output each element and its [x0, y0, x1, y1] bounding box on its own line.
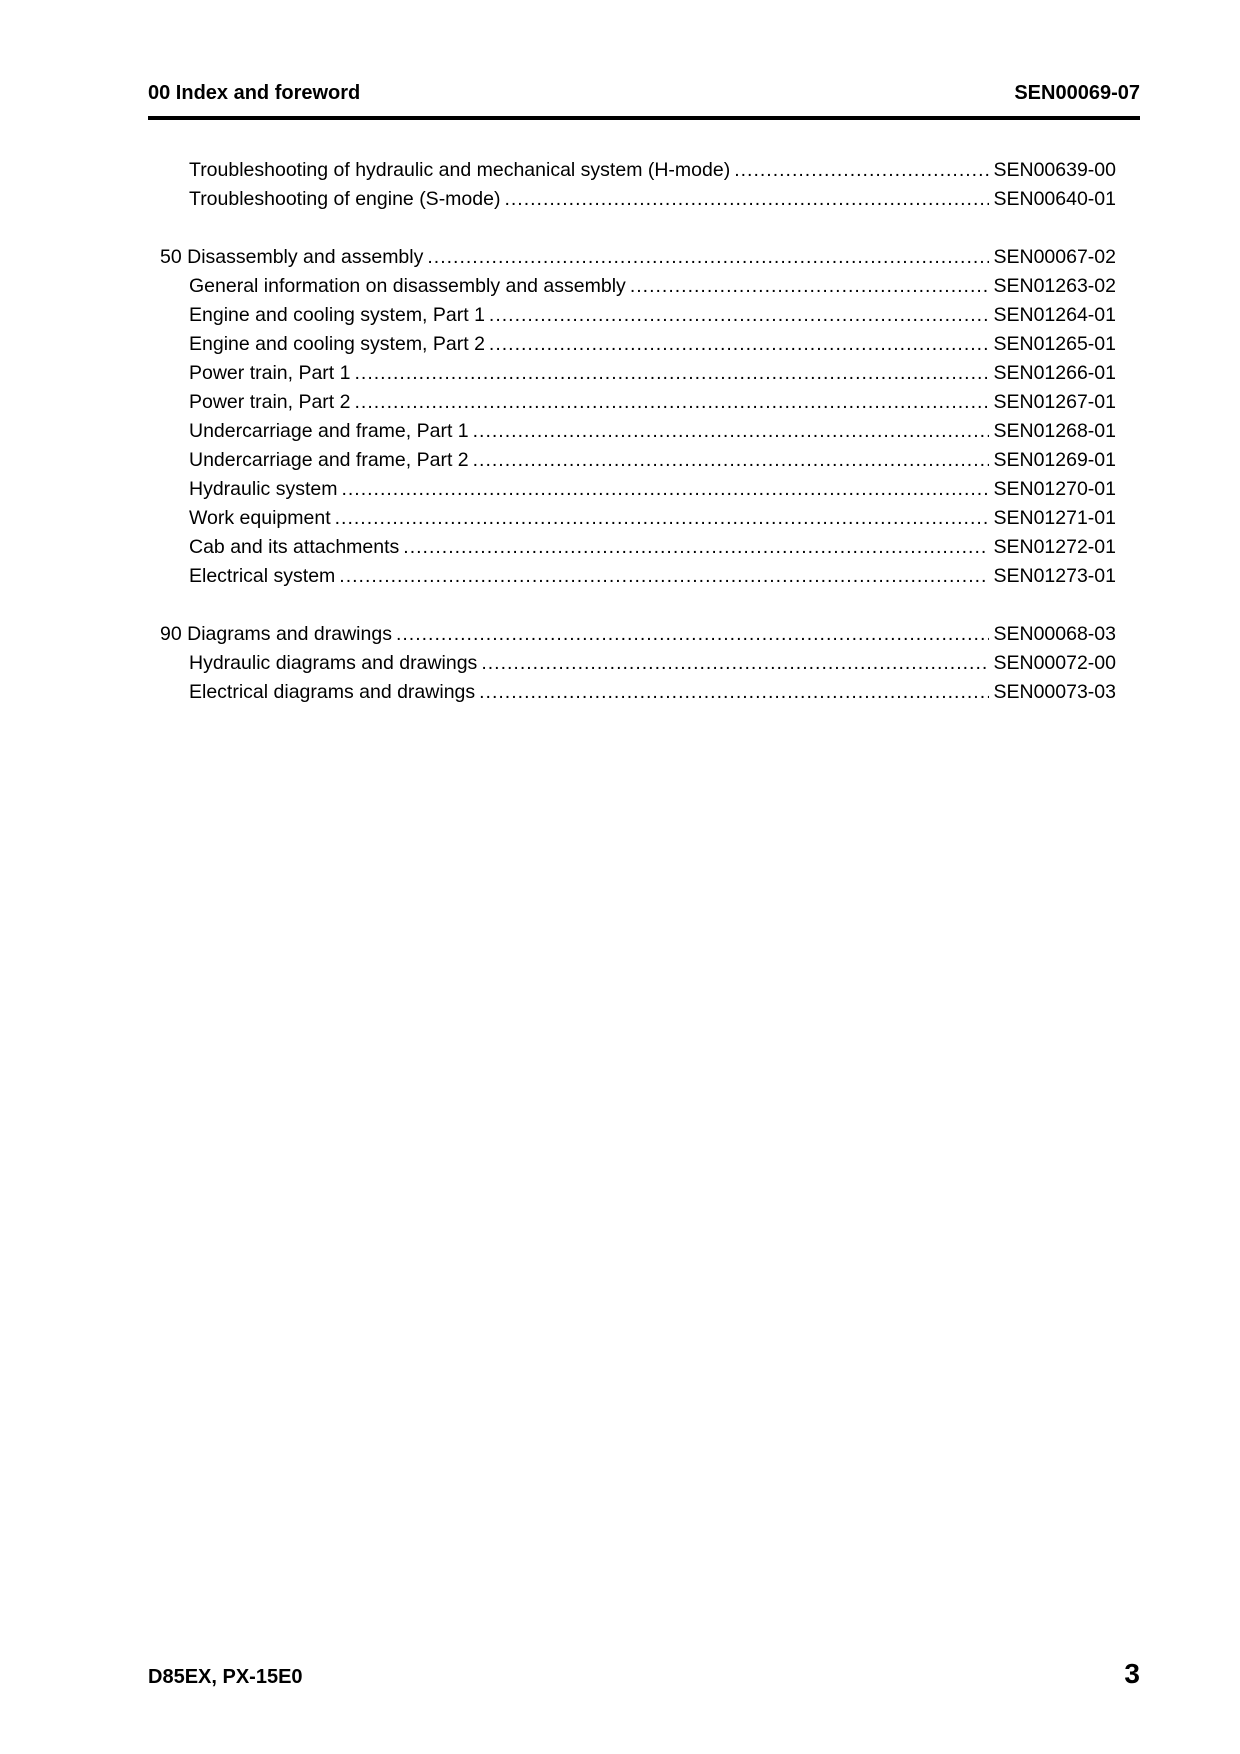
- section-title: 00 Index and foreword: [148, 82, 361, 104]
- toc-entry: [160, 156, 1116, 185]
- toc-entry-title: Undercarriage and frame, Part 1: [189, 420, 469, 442]
- dot-leader: [489, 330, 990, 359]
- dot-leader: [335, 504, 990, 533]
- dot-leader: [473, 446, 990, 475]
- dot-leader: [396, 620, 990, 649]
- toc-entry-code: SEN01268-01: [993, 420, 1116, 442]
- dot-leader: [479, 678, 989, 707]
- toc-group: [160, 156, 1116, 214]
- dot-leader: [630, 272, 990, 301]
- toc-entry: [160, 649, 1116, 678]
- toc-entry-title: Engine and cooling system, Part 1: [189, 304, 485, 326]
- toc-entry-code: SEN01269-01: [993, 449, 1116, 471]
- toc-entry-code: SEN01264-01: [993, 304, 1116, 326]
- toc-entry-title: Troubleshooting of engine (S-mode): [189, 188, 501, 210]
- toc-entry-title: Power train, Part 2: [189, 391, 351, 413]
- toc-entry: [160, 417, 1116, 446]
- toc-entry: [160, 301, 1116, 330]
- toc-entry: [160, 678, 1116, 707]
- dot-leader: [403, 533, 989, 562]
- toc-entry-code: SEN01267-01: [993, 391, 1116, 413]
- toc-entry: [160, 388, 1116, 417]
- document-code: SEN00069-07: [1014, 82, 1140, 104]
- toc-entry-title: Engine and cooling system, Part 2: [189, 333, 485, 355]
- table-of-contents: [160, 156, 1116, 707]
- toc-entry-title: Hydraulic system: [189, 478, 338, 500]
- dot-leader: [734, 156, 989, 185]
- dot-leader: [354, 388, 989, 417]
- dot-leader: [481, 649, 989, 678]
- toc-entry-code: SEN00072-00: [993, 652, 1116, 674]
- toc-group: [160, 243, 1116, 591]
- dot-leader: [354, 359, 989, 388]
- toc-entry-title: Power train, Part 1: [189, 362, 351, 384]
- toc-entry: [160, 620, 1116, 649]
- dot-leader: [341, 475, 989, 504]
- toc-entry-code: SEN00073-03: [993, 681, 1116, 703]
- toc-entry-title: General information on disassembly and assembly: [189, 275, 626, 297]
- toc-entry-code: SEN00068-03: [993, 623, 1116, 645]
- toc-entry-code: SEN01270-01: [993, 478, 1116, 500]
- toc-group: [160, 620, 1116, 707]
- toc-entry-title: Troubleshooting of hydraulic and mechanical system (H-mode): [189, 159, 731, 181]
- dot-leader: [427, 243, 989, 272]
- toc-entry-title: Electrical system: [189, 565, 336, 587]
- toc-entry-code: SEN01265-01: [993, 333, 1116, 355]
- dot-leader: [489, 301, 990, 330]
- page-header: [148, 82, 1140, 106]
- toc-entry: [160, 533, 1116, 562]
- toc-entry: [160, 446, 1116, 475]
- toc-entry-title: Cab and its attachments: [189, 536, 400, 558]
- toc-entry-title: Electrical diagrams and drawings: [189, 681, 476, 703]
- footer-model: D85EX, PX-15E0: [148, 1666, 303, 1688]
- toc-entry-title: Hydraulic diagrams and drawings: [189, 652, 478, 674]
- toc-entry-title: 50 Disassembly and assembly: [160, 246, 424, 268]
- toc-entry-title: Undercarriage and frame, Part 2: [189, 449, 469, 471]
- toc-entry-code: SEN01273-01: [993, 565, 1116, 587]
- toc-entry-code: SEN01266-01: [993, 362, 1116, 384]
- dot-leader: [504, 185, 989, 214]
- toc-entry-code: SEN00639-00: [993, 159, 1116, 181]
- toc-entry: [160, 243, 1116, 272]
- page-number: 3: [1124, 1658, 1140, 1689]
- toc-entry-code: SEN00067-02: [993, 246, 1116, 268]
- toc-entry-code: SEN01272-01: [993, 536, 1116, 558]
- toc-entry-title: Work equipment: [189, 507, 331, 529]
- toc-entry: [160, 359, 1116, 388]
- toc-entry-code: SEN00640-01: [993, 188, 1116, 210]
- toc-entry-code: SEN01271-01: [993, 507, 1116, 529]
- toc-entry-code: SEN01263-02: [993, 275, 1116, 297]
- toc-entry: [160, 504, 1116, 533]
- toc-entry: [160, 562, 1116, 591]
- toc-entry: [160, 330, 1116, 359]
- toc-entry: [160, 185, 1116, 214]
- dot-leader: [339, 562, 989, 591]
- header-divider: [148, 116, 1140, 120]
- toc-entry: [160, 475, 1116, 504]
- dot-leader: [473, 417, 990, 446]
- toc-entry-title: 90 Diagrams and drawings: [160, 623, 392, 645]
- toc-entry: [160, 272, 1116, 301]
